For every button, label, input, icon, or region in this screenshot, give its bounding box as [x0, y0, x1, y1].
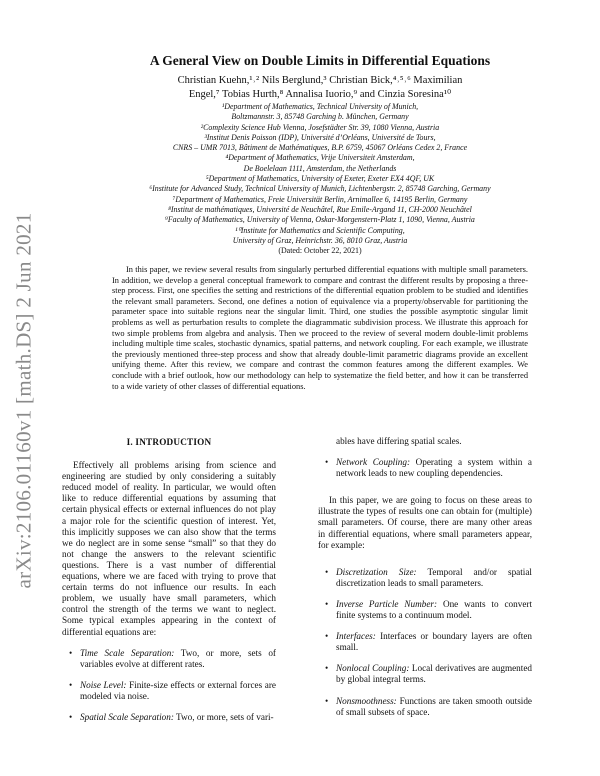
dated-line: (Dated: October 22, 2021)	[278, 246, 362, 256]
arxiv-stamp-text: arXiv:2106.01160v1 [math.DS] 2 Jun 2021	[11, 211, 36, 589]
affiliation-line: ⁶Institute for Advanced Study, Technical University of Munich, Lichtenbergstr. 2, 85748 Garching, Germany	[149, 184, 491, 194]
list-item-term: Time Scale Separation:	[80, 647, 175, 658]
author-list	[130, 74, 510, 102]
list-item-text: Finite-size effects or external forces are modeled via noise.	[80, 679, 277, 701]
list-item-text: Interfaces or boundary layers are often small.	[336, 631, 532, 653]
list-item	[62, 648, 276, 670]
list-item-continuation: ables have differing spatial scales.	[336, 436, 462, 446]
affiliation-line: De Boelelaan 1111, Amsterdam, the Netherlands	[243, 163, 397, 173]
list-item-term: Interfaces:	[336, 631, 376, 642]
list-item	[318, 567, 532, 589]
affiliation-line: ¹Department of Mathematics, Technical University of Munich,	[221, 102, 419, 111]
list-item-term: Nonsmoothness:	[336, 695, 397, 706]
right-column	[318, 436, 532, 718]
list-item-term: Inverse Particle Number:	[336, 598, 438, 609]
affiliation-line: ⁹Faculty of Mathematics, University of Vienna, Oskar-Morgenstern-Platz 1, 1090, Vienna, Austria	[165, 215, 475, 225]
list-item-text: Two, or more, sets of vari-	[173, 711, 274, 722]
list-item	[62, 712, 276, 723]
affiliation-line: ³Institut Denis Poisson (IDP), Université d’Orléans, Université de Tours,	[204, 132, 436, 142]
left-column	[62, 437, 276, 723]
list-item-text: Operating a system within a network leads to new coupling dependencies.	[336, 457, 532, 479]
list-item-term: Discretization Size:	[336, 566, 417, 577]
section-heading-introduction: I. INTRODUCTION	[126, 437, 212, 447]
list-item	[318, 663, 532, 685]
list-item-text: Temporal and/or spatial discretization leads to small parameters.	[336, 566, 532, 588]
authors-line-1: Christian Kuehn,¹˒² Nils Berglund,³ Christian Bick,⁴˒⁵˒⁶ Maximilian	[177, 75, 463, 86]
abstract: In this paper, we review several results from singularly perturbed differential equations with multiple small parameters. In addition, we develop a general conceptual framework to compare and contrast the different results by proposing a three-step process. First, one specifies the setting and restrictions of the differential equation problem to be studied and identifies the relevant small parameters. Second, one defines a notion of equivalence via a property/observable for partitioning the parameter space into suitable regions near the singular limit. Third, one studies the possible asymptotic singular limit problems as well as perturbation results to complete the diagrammatic subdivision process. We illustrate this approach for two simple problems from algebra and analysis. Then we proceed to the review of several modern double-limit problems including multiple time scales, stochastic dynamics, spatial patterns, and network coupling. For each example, we illustrate the previously mentioned three-step process and show that already double-limit parametric diagrams provide an excellent unifying theme. After this review, we compare and contrast the common features among the different examples. We conclude with a brief outlook, how our methodology can help to systematize the field better, and how it can be transferred to a wide variety of other classes of differential equations.	[112, 265, 528, 391]
list-item	[318, 457, 532, 479]
list-item-term: Noise Level:	[80, 679, 127, 690]
affiliation-line: ²Complexity Science Hub Vienna, Josefstädter Str. 39, 1080 Vienna, Austria	[200, 122, 440, 132]
intro-paragraph: Effectively all problems arising from science and engineering are studied by only considering a suitably reduced model of reality. In particular, we would often like to reduce differential equations by assuming that certain physical effects or external influences do not play a major role for the scientific question of interest. Yet, this implicitly supposes we can also show that the terms we do neglect are in some sense “small” so that they do not change the answers to the relevant scientific questions. There is a vast number of differential equations, where we are faced with trying to prove that certain terms do not influence our results. In each problem, we usually have small parameters, which control the strength of the terms we want to neglect. Some typical examples appearing in the context of differential equations are:	[62, 460, 276, 637]
focus-paragraph: In this paper, we are going to focus on these areas to illustrate the types of results one can obtain for (multiple) small parameters. Of course, there are many other areas in differential equations, where small parameters appear, for example:	[318, 495, 532, 550]
authors-line-2: Engel,⁷ Tobias Hurth,⁸ Annalisa Iuorio,⁹ and Cinzia Soresina¹⁰	[188, 89, 452, 100]
arxiv-stamp	[6, 190, 42, 610]
affiliations	[60, 102, 580, 256]
examples-list	[62, 648, 276, 723]
affiliation-line: CNRS – UMR 7013, Bâtiment de Mathématiques, B.P. 6759, 45067 Orléans Cedex 2, France	[172, 143, 468, 153]
list-item-term: Spatial Scale Separation:	[80, 711, 174, 722]
list-item	[318, 696, 532, 718]
list-item-term: Nonlocal Coupling:	[336, 663, 410, 674]
list-item-text: Functions are taken smooth outside of small subsets of space.	[336, 695, 532, 717]
list-item	[318, 631, 532, 653]
affiliation-line: ⁴Department of Mathematics, Vrije Universiteit Amsterdam,	[225, 153, 415, 163]
network-list	[318, 457, 532, 479]
list-item-text: Local derivatives are augmented by global integral terms.	[336, 663, 533, 685]
affiliation-line: Boltzmannstr. 3, 85748 Garching b. München, Germany	[231, 112, 409, 122]
list-item-term: Network Coupling:	[336, 457, 411, 468]
affiliation-line: University of Graz, Heinrichstr. 36, 8010 Graz, Austria	[232, 235, 408, 245]
other-areas-list	[318, 567, 532, 718]
affiliation-line: ⁸Institut de mathématiques, Université de Neuchâtel, Rue Emile-Argand 11, CH-2000 Neuchâtel	[168, 204, 472, 214]
paper-title: A General View on Double Limits in Differential Equations	[149, 53, 491, 68]
list-item-text: One wants to convert finite systems to a continuum model.	[336, 598, 533, 621]
list-item	[318, 599, 532, 621]
affiliation-line: ⁵Department of Mathematics, University of Exeter, Exeter EX4 4QF, UK	[205, 174, 435, 184]
list-item-text: Two, or more, sets of variables evolve at different rates.	[80, 647, 276, 669]
affiliation-line: ⁷Department of Mathematics, Freie Universität Berlin, Arnimallee 6, 14195 Berlin, Germany	[172, 194, 468, 204]
list-item	[62, 680, 276, 702]
affiliation-line: ¹⁰Institute for Mathematics and Scientific Computing,	[235, 225, 405, 235]
